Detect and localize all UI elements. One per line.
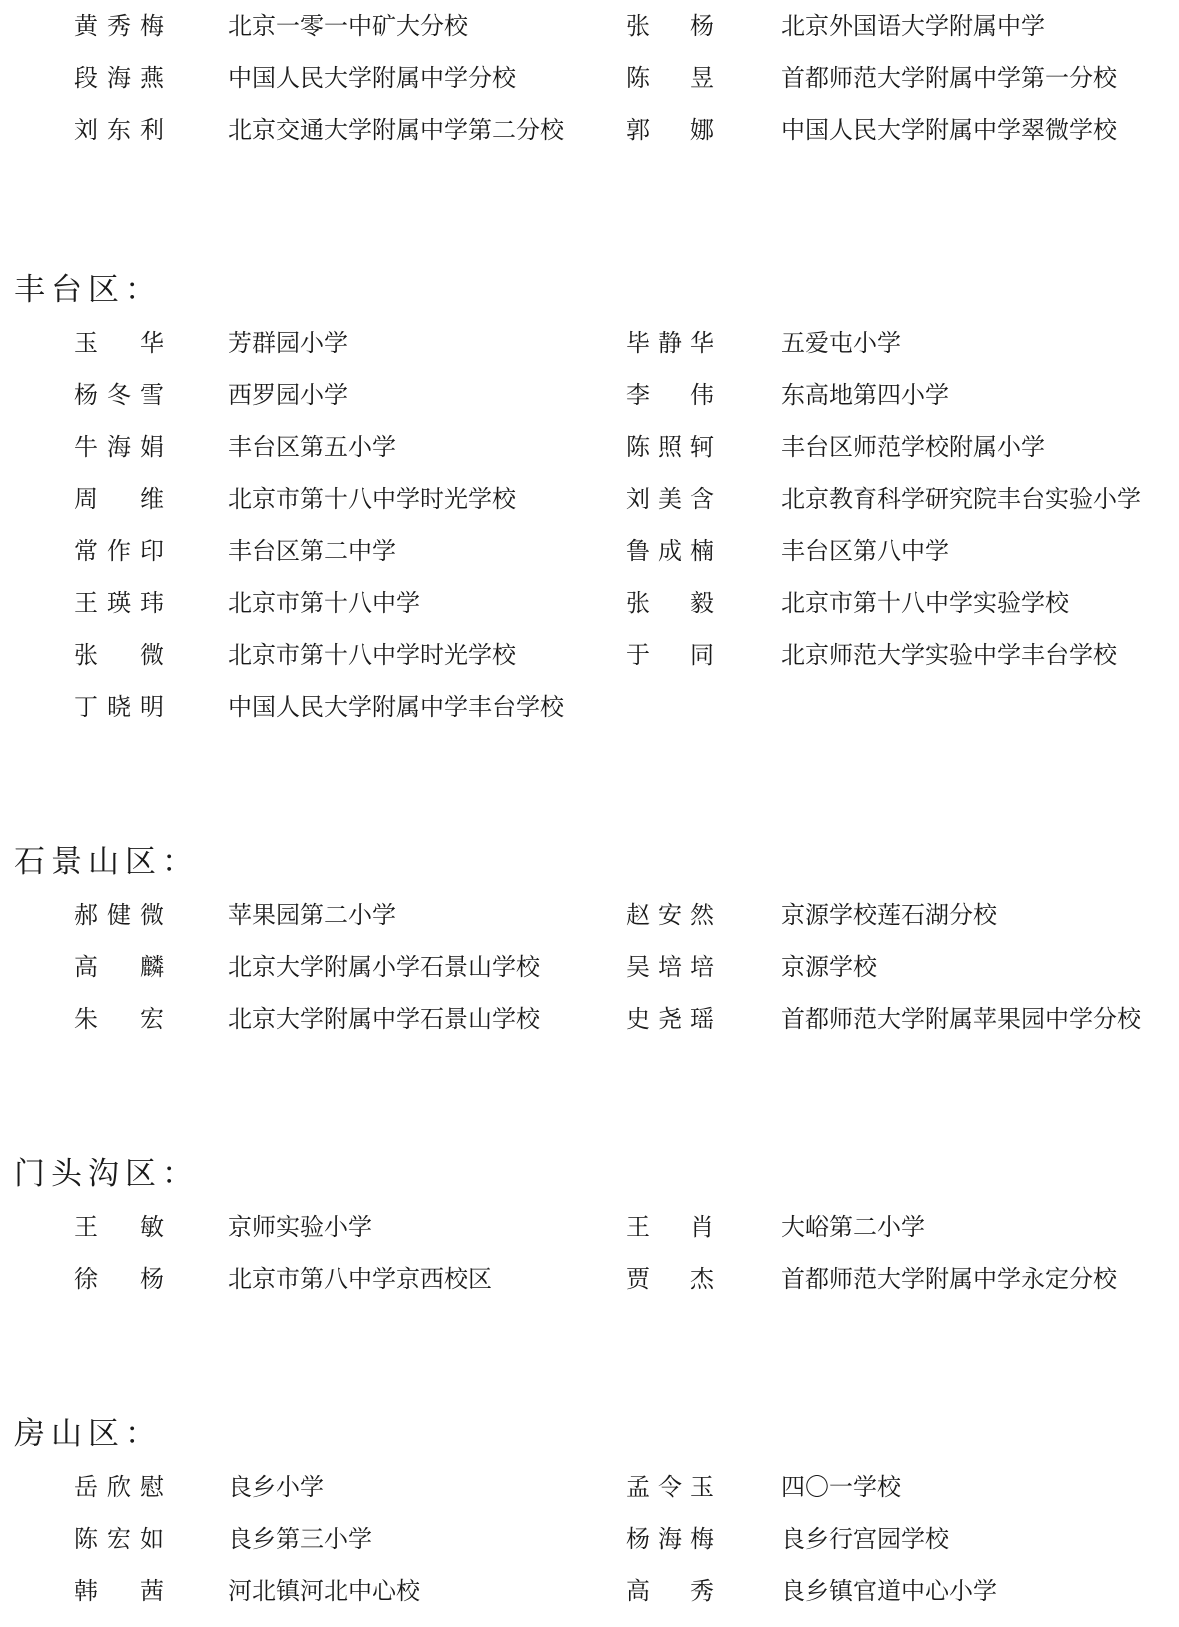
person-name: 李 伟 (626, 381, 714, 409)
list-item (0, 479, 1179, 519)
person-name: 徐 杨 (74, 1265, 164, 1293)
school-name: 中国人民大学附属中学分校 (228, 64, 516, 92)
list-item (0, 1207, 1179, 1247)
list-item (0, 427, 1179, 467)
section-heading-fangshan: 房山区： (14, 1416, 162, 1452)
section-heading-fengtai: 丰台区： (14, 272, 162, 308)
school-name: 丰台区第八中学 (781, 537, 949, 565)
person-name: 常作印 (74, 537, 164, 565)
person-name: 张 毅 (626, 589, 714, 617)
person-name: 岳欣慰 (74, 1473, 164, 1501)
person-name: 刘东利 (74, 116, 164, 144)
school-name: 丰台区师范学校附属小学 (781, 433, 1045, 461)
school-name: 北京师范大学实验中学丰台学校 (781, 641, 1117, 669)
list-item (0, 58, 1179, 98)
school-name: 芳群园小学 (228, 329, 348, 357)
list-item (0, 6, 1179, 46)
list-item (0, 1467, 1179, 1507)
list-item (0, 687, 1179, 727)
person-name: 郭 娜 (626, 116, 714, 144)
list-item (0, 635, 1179, 675)
school-name: 中国人民大学附属中学翠微学校 (781, 116, 1117, 144)
person-name: 王 敏 (74, 1213, 164, 1241)
list-item (0, 323, 1179, 363)
list-item (0, 375, 1179, 415)
person-name: 张 微 (74, 641, 164, 669)
person-name: 贾 杰 (626, 1265, 714, 1293)
school-name: 北京市第十八中学 (228, 589, 420, 617)
school-name: 五爱屯小学 (781, 329, 901, 357)
school-name: 北京交通大学附属中学第二分校 (228, 116, 564, 144)
school-name: 河北镇河北中心校 (228, 1577, 420, 1605)
school-name: 良乡第三小学 (228, 1525, 372, 1553)
person-name: 孟令玉 (626, 1473, 714, 1501)
person-name: 陈宏如 (74, 1525, 164, 1553)
person-name: 高 秀 (626, 1577, 714, 1605)
list-item (0, 531, 1179, 571)
person-name: 朱 宏 (74, 1005, 164, 1033)
list-item (0, 895, 1179, 935)
school-name: 北京一零一中矿大分校 (228, 12, 468, 40)
list-item (0, 583, 1179, 623)
person-name: 吴培培 (626, 953, 714, 981)
list-item (0, 1519, 1179, 1559)
school-name: 北京市第十八中学时光学校 (228, 485, 516, 513)
person-name: 刘美含 (626, 485, 714, 513)
person-name: 赵安然 (626, 901, 714, 929)
list-item (0, 110, 1179, 150)
person-name: 鲁成楠 (626, 537, 714, 565)
person-name: 王 肖 (626, 1213, 714, 1241)
section-heading-shijingshan: 石景山区： (14, 844, 199, 880)
school-name: 北京市第八中学京西校区 (228, 1265, 492, 1293)
school-name: 京师实验小学 (228, 1213, 372, 1241)
school-name: 良乡镇官道中心小学 (781, 1577, 997, 1605)
person-name: 毕静华 (626, 329, 714, 357)
school-name: 丰台区第二中学 (228, 537, 396, 565)
school-name: 北京外国语大学附属中学 (781, 12, 1045, 40)
school-name: 北京市第十八中学时光学校 (228, 641, 516, 669)
person-name: 陈照轲 (626, 433, 714, 461)
person-name: 高 麟 (74, 953, 164, 981)
school-name: 北京教育科学研究院丰台实验小学 (781, 485, 1141, 513)
school-name: 北京大学附属小学石景山学校 (228, 953, 540, 981)
person-name: 郝健微 (74, 901, 164, 929)
person-name: 张 杨 (626, 12, 714, 40)
list-item (0, 947, 1179, 987)
school-name: 良乡小学 (228, 1473, 324, 1501)
school-name: 苹果园第二小学 (228, 901, 396, 929)
school-name: 京源学校 (781, 953, 877, 981)
list-item (0, 1571, 1179, 1611)
list-item (0, 999, 1179, 1039)
person-name: 杨海梅 (626, 1525, 714, 1553)
person-name: 史尧瑶 (626, 1005, 714, 1033)
school-name: 大峪第二小学 (781, 1213, 925, 1241)
person-name: 玉 华 (74, 329, 164, 357)
school-name: 北京大学附属中学石景山学校 (228, 1005, 540, 1033)
list-item (0, 1259, 1179, 1299)
school-name: 东高地第四小学 (781, 381, 949, 409)
person-name: 于 同 (626, 641, 714, 669)
person-name: 陈 昱 (626, 64, 714, 92)
person-name: 周 维 (74, 485, 164, 513)
school-name: 首都师范大学附属苹果园中学分校 (781, 1005, 1141, 1033)
school-name: 西罗园小学 (228, 381, 348, 409)
school-name: 中国人民大学附属中学丰台学校 (228, 693, 564, 721)
person-name: 王瑛玮 (74, 589, 164, 617)
school-name: 北京市第十八中学实验学校 (781, 589, 1069, 617)
school-name: 丰台区第五小学 (228, 433, 396, 461)
section-heading-mentougou: 门头沟区： (14, 1156, 199, 1192)
person-name: 牛海娟 (74, 433, 164, 461)
person-name: 丁晓明 (74, 693, 164, 721)
person-name: 韩 茜 (74, 1577, 164, 1605)
school-name: 良乡行宫园学校 (781, 1525, 949, 1553)
school-name: 京源学校莲石湖分校 (781, 901, 997, 929)
person-name: 段海燕 (74, 64, 164, 92)
school-name: 首都师范大学附属中学第一分校 (781, 64, 1117, 92)
person-name: 黄秀梅 (74, 12, 164, 40)
school-name: 四〇一学校 (781, 1473, 901, 1501)
person-name: 杨冬雪 (74, 381, 164, 409)
school-name: 首都师范大学附属中学永定分校 (781, 1265, 1117, 1293)
